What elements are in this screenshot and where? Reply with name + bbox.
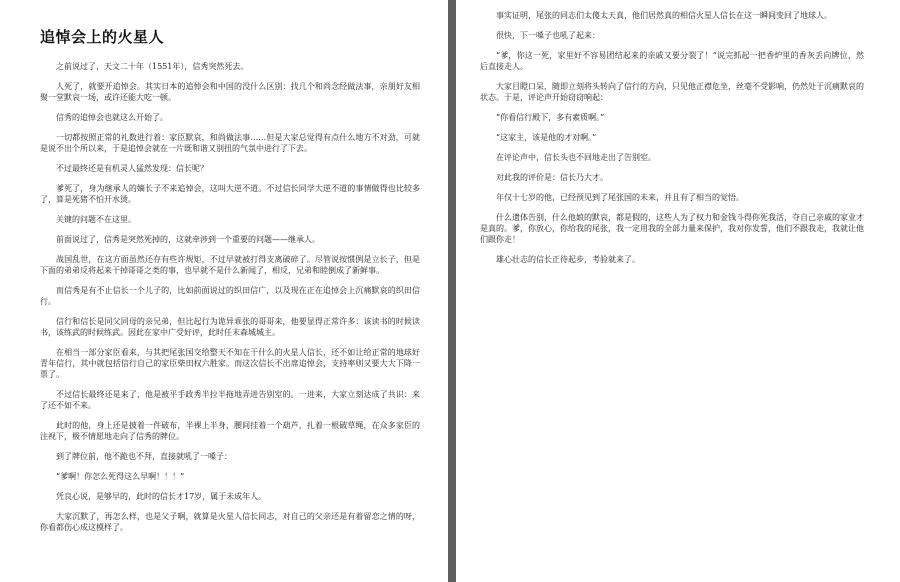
paragraph: 一切都按照正常的礼数进行着：家臣默哀，和尚做法事……但是大家总觉得有点什么地方不对劲，可就是说不出个所以来，于是追悼会就在一片既和谐又别扭的气氛中进行了下去。	[40, 133, 420, 153]
paragraph: 战国乱世，在这方面虽然还存有些许规矩，不过早就被打得支离破碎了。尽管说按惯例是立长子，但是下面的弟弟反将起来干掉哥哥之类的事，也早就不是什么新闻了，相反，兄弟和睦倒成了新鲜事。	[40, 255, 420, 275]
paragraph: “爹啊！你怎么死得这么早啊！！！”	[56, 472, 185, 481]
paragraph: 大家沉默了，再怎么样，也是父子啊，就算是火星人信长同志，对自己的父亲还是有着留恋之情的呀，你看都伤心成这模样了。	[40, 512, 420, 532]
paragraph: 人死了，就要开追悼会。其实日本的追悼会和中国的没什么区别：找几个和尚念经做法事，亲朋好友相聚一堂默哀一场，或许还能大吃一顿。	[40, 82, 420, 102]
paragraph: 大家目瞪口呆，随即立刻将头转向了信行的方向，只见他正襟危坐，丝毫不受影响，仍然处于沉痛默哀的状态。于是，评论声开始窃窃响起：	[480, 82, 864, 102]
paragraph: 很快，下一嗓子也吼了起来：	[496, 31, 600, 40]
paragraph: “你看信行殿下，多有素质啊。”	[496, 113, 605, 122]
paragraph: 此时的他，身上还是披着一件破布，半裸上半身，腰间挂着一个葫芦，扎着一根破草绳，在众多家臣的注视下，极不情愿地走向了信秀的牌位。	[40, 421, 420, 441]
paragraph: “这家主，该是他的才对啊。”	[496, 133, 597, 142]
left-column-body	[40, 61, 420, 533]
paragraph: 而信秀是有不止信长一个儿子的，比如前面说过的织田信广，以及现在正在追悼会上沉痛默哀的织田信行。	[40, 286, 420, 306]
paragraph: 之前说过了，天文二十年（1551年），信秀突然死去。	[56, 62, 249, 71]
paragraph: 不过最终还是有机灵人猛然发现：信长呢？	[56, 164, 208, 173]
paragraph: 爹死了，身为继承人的嫡长子不来追悼会，这叫大逆不道。不过信长同学大逆不道的事情做得也比较多了，算是死猪不怕开水烫。	[40, 184, 420, 204]
paragraph: 年仅十七岁的他，已经预见到了尾张国的未来，并且有了相当的觉悟。	[496, 193, 744, 202]
paragraph: 关键的问题不在这里。	[56, 215, 136, 224]
paragraph: 什么遗体告别，什么他娘的默哀，都是假的，这些人为了权力和金钱斗得你死我活，夺自己亲戚的家业才是真的。爹，你放心，你给我的尾张，我一定用我的全部力量来保护，我对你发誓，他们不跟我走，我就让他们跟你走！	[480, 213, 864, 244]
document-title: 追悼会上的火星人	[40, 28, 165, 46]
document-page-right	[456, 0, 900, 582]
paragraph: 信行和信长是同父同母的亲兄弟，但比起行为诡异乖张的哥哥来，他要显得正常许多：该读书的时候读书，该练武的时候练武。因此在家中广受好评，此时任末森城城主。	[40, 317, 420, 337]
right-column-body	[480, 10, 864, 265]
paragraph: 不过信长最终还是来了，他是被平手政秀半拉半拖地弄进告别室的。一进来，大家立刻达成了共识：来了还不如不来。	[40, 390, 420, 410]
paragraph: 到了牌位前，他不跪也不拜，直接就吼了一嗓子：	[56, 452, 232, 461]
paragraph: 前面说过了，信秀是突然死掉的，这就牵涉到一个重要的问题——继承人。	[56, 235, 320, 244]
paragraph: “爹，你这一死，家里好不容易团结起来的亲戚又要分裂了！”说完抓起一把香炉里的香灰丢向牌位，然后直接走人。	[480, 51, 864, 71]
paragraph: 事实证明，尾张的同志们太傻太天真，他们居然真的相信火星人信长在这一瞬间变回了地球人。	[496, 11, 832, 20]
paragraph: 信秀的追悼会也就这么开始了。	[56, 113, 168, 122]
page-gutter	[448, 0, 456, 582]
paragraph: 对此我的评价是：信长乃大才。	[496, 173, 608, 182]
document-page-left	[0, 0, 448, 582]
paragraph: 在相当一部分家臣看来，与其把尾张国交给整天不知在干什么的火星人信长，还不如让给正常的地球好青年信行，其中就包括信行自己的家臣柴田权六胜家。而这次信长不出席追悼会，支持率则又要大大下降一票了。	[40, 348, 420, 379]
paragraph: 在评论声中，信长头也不回地走出了告别室。	[496, 153, 656, 162]
paragraph: 雄心壮志的信长正待起步，考验就来了。	[496, 255, 640, 264]
paragraph: 凭良心说，是够早的，此时的信长才17岁，属于未成年人。	[56, 492, 267, 501]
